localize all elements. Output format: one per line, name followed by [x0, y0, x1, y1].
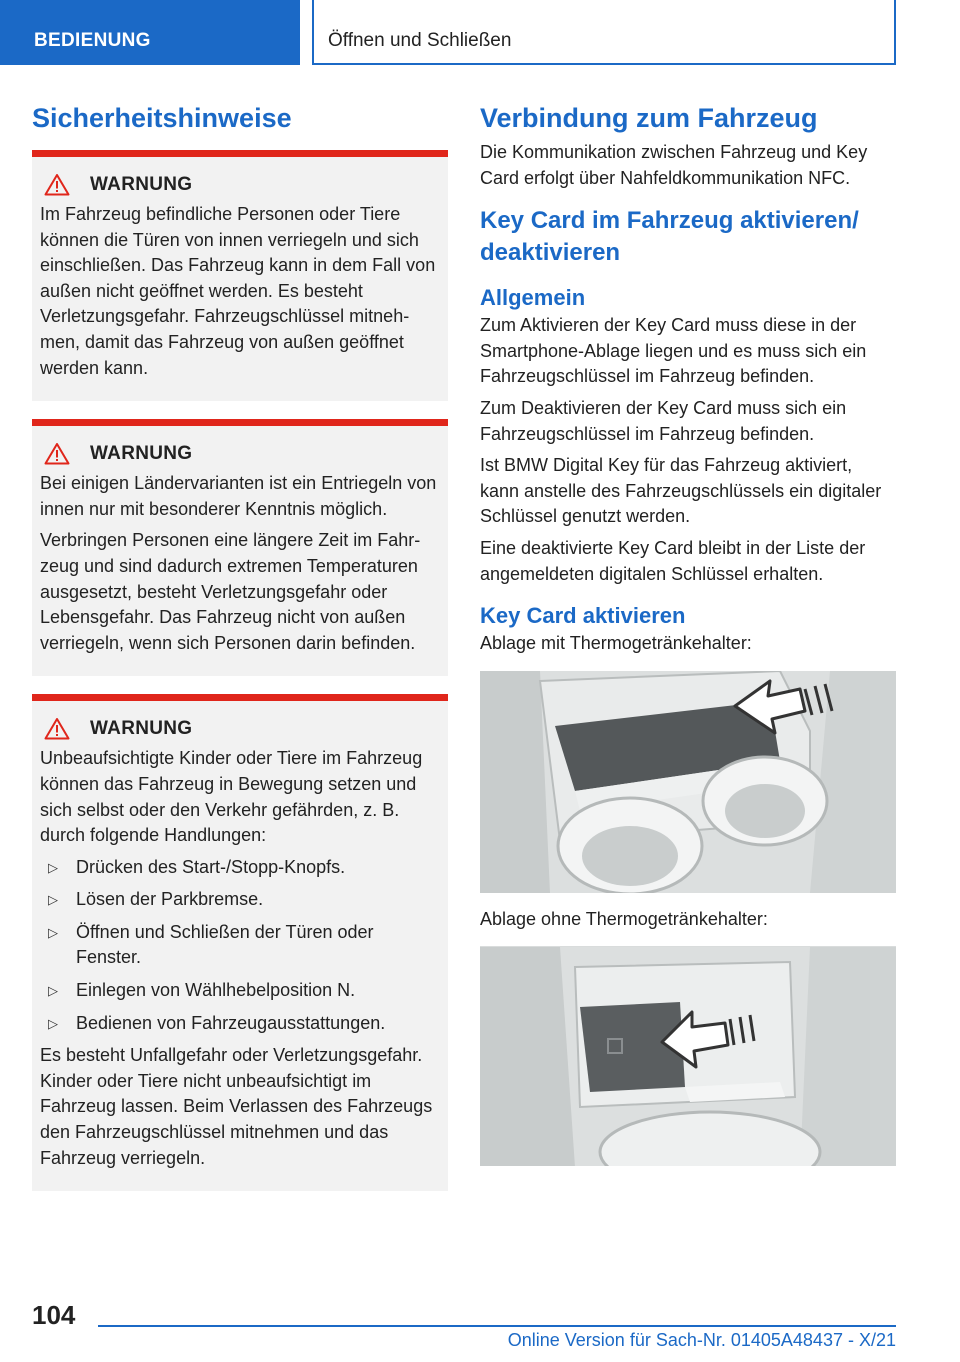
warning-text: Im Fahrzeug befindliche Personen oder Tiere können die Türen von innen verriegeln und sich einschließen. Das Fahrzeug kann in dem Fall von außen nicht geöffnet werden. Es besteht Verletzungsgefahr. Fahrzeugschlüssel mitnehmen, damit das Fahrzeug von außen geöffnet werden kann. — [40, 204, 436, 378]
list-item: ▷ Einlegen von Wählhebelposition N. — [40, 978, 440, 1004]
triangle-right-icon: ▷ — [48, 859, 58, 875]
safety-title: Sicherheitshinweise — [32, 103, 292, 133]
figure-plain-tray — [480, 946, 896, 1166]
general-section — [480, 283, 896, 587]
cupholder-tray-illustration — [480, 671, 896, 893]
activate-section — [480, 205, 896, 269]
triangle-right-icon: ▷ — [48, 1015, 58, 1031]
list-item: ▷ Drücken des Start-/Stopp-Knopfs. — [40, 855, 440, 881]
header-chapter-label: Öffnen und Schließen — [328, 30, 512, 51]
warning-intro: Unbeaufsichtigte Kinder oder Tiere im Fahrzeug können das Fahrzeug in Bewegung setzen und sich selbst oder den Verkehr gefährden, z. B. durch folgende Handlungen: — [40, 748, 423, 846]
warning-label: WARNUNG — [90, 442, 193, 464]
key-card-title: Key Card aktivieren — [480, 603, 686, 629]
warning-label: WARNUNG — [90, 173, 193, 195]
page-number: 104 — [32, 1300, 76, 1330]
warning-header — [40, 717, 440, 740]
footer-online-version: Online Version für Sach-Nr. 01405A48437 - X/21 — [507, 1330, 896, 1350]
figure-cupholder-tray — [480, 671, 896, 893]
connection-title: Verbindung zum Fahrzeug — [480, 103, 818, 133]
header-section-label: BEDIENUNG — [34, 30, 151, 51]
general-title: Allgemein — [480, 285, 586, 311]
warning-text: Bei einigen Ländervarianten ist ein Entriegeln von innen nur mit besonderer Kenntnis möglich. — [40, 473, 437, 519]
general-paragraph: Zum Deaktivieren der Key Card muss sich ein Fahrzeugschlüssel im Fahrzeug befinden. — [480, 397, 847, 444]
warning-box-3 — [32, 694, 448, 1191]
connection-text: Die Kommunikation zwischen Fahrzeug und Key Card erfolgt über Nahfeldkommunikation NFC. — [480, 142, 868, 188]
figure-caption-2: Ablage ohne Thermogetränkehalter: — [480, 908, 768, 929]
warning-header — [40, 442, 440, 465]
list-item: ▷ Bedienen von Fahrzeugausstattungen. — [40, 1011, 440, 1037]
figure-caption-1: Ablage mit Thermogetränkehalter: — [480, 633, 752, 654]
left-column — [32, 100, 448, 1191]
right-column — [480, 100, 896, 1166]
general-paragraph: Zum Aktivieren der Key Card muss diese in der Smartphone-Ablage liegen und es muss sich ein Fahrzeugschlüssel im Fahrzeug befinden. — [480, 315, 867, 387]
activate-title: Key Card im Fahrzeug aktivieren/ deaktivieren — [480, 207, 859, 267]
header-chapter-box — [312, 0, 896, 65]
warning-outro: Es besteht Unfallgefahr oder Verletzungsgefahr. Kinder oder Tiere nicht unbeaufsichtigt im Fahrzeug lassen. Beim Verlassen des Fahrzeugs den Fahrzeugschlüssel mitnehmen und das Fahrzeug verriegeln. — [40, 1045, 433, 1168]
warning-header — [40, 173, 440, 196]
triangle-right-icon: ▷ — [48, 983, 58, 999]
header-section-tab — [0, 0, 300, 65]
warning-triangle-icon — [44, 717, 70, 740]
warning-action-list — [40, 855, 440, 1037]
general-paragraph: Eine deaktivierte Key Card bleibt in der Liste der angemeldeten digitalen Schlüssel erhalten. — [480, 537, 866, 584]
warning-triangle-icon — [44, 442, 70, 465]
list-item: ▷ Lösen der Parkbremse. — [40, 887, 440, 913]
triangle-right-icon: ▷ — [48, 924, 58, 940]
warning-box-1 — [32, 150, 448, 401]
general-paragraph: Ist BMW Digital Key für das Fahrzeug aktiviert, kann anstelle des Fahrzeugschlüssels ein digitaler Schlüssel genutzt werden. — [480, 455, 882, 527]
list-item: ▷ Öffnen und Schließen der Türen oder Fenster. — [48, 921, 374, 968]
warning-box-2 — [32, 419, 448, 676]
warning-triangle-icon — [44, 173, 70, 196]
key-card-section — [480, 601, 896, 1166]
triangle-right-icon: ▷ — [48, 892, 58, 908]
warning-label: WARNUNG — [90, 717, 193, 739]
warning-text: Verbringen Personen eine längere Zeit im Fahrzeug und sind dadurch extremen Temperaturen ausgesetzt, besteht Verletzungsgefahr oder Lebensgefahr. Das Fahrzeug nicht von außen verriegeln, wenn sich Personen darin befinden. — [40, 530, 421, 653]
footer-divider — [98, 1325, 896, 1327]
plain-tray-illustration — [480, 946, 896, 1166]
